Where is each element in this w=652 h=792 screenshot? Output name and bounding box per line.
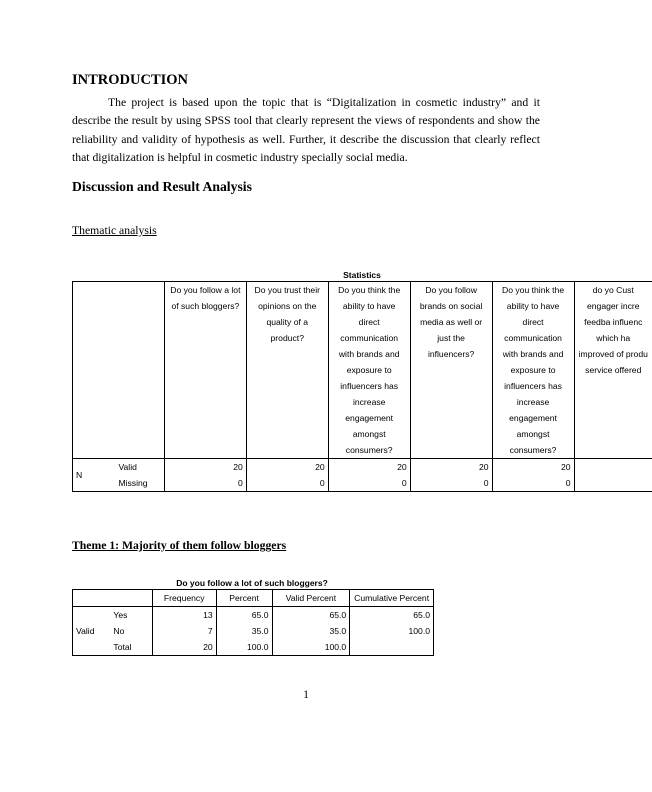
statistics-header-row	[73, 282, 652, 459]
table-cell: 0	[328, 475, 410, 492]
intro-heading: INTRODUCTION	[72, 72, 189, 88]
column-header: Frequency	[152, 590, 216, 607]
table-cell: 35.0	[272, 623, 350, 639]
table-row	[73, 459, 652, 476]
table-cell: 100.0	[272, 639, 350, 656]
table-cell: 20	[328, 459, 410, 476]
table-row	[73, 623, 434, 639]
page-number: 1	[303, 688, 309, 701]
table-cell: 20	[164, 459, 246, 476]
row-label: Missing	[108, 475, 164, 492]
column-header: Valid Percent	[272, 590, 350, 607]
corner-cell	[73, 590, 111, 607]
table-cell: 0	[492, 475, 574, 492]
row-label: Total	[110, 639, 152, 656]
table-cell: 65.0	[350, 607, 434, 624]
column-header: Do you trust their opinions on the quality of a product?	[246, 282, 328, 459]
table-cell	[574, 459, 652, 476]
intro-paragraph: The project is based upon the topic that is “Digitalization in cosmetic industry” and it describe the result by using SPSS tool that clearly represent the views of respondents and show the reliability and validity of hypothesis as well. Further, it describe the discussion that clearly reflect that digitalization is helpful in cosmetic industry specially social media.	[72, 96, 540, 164]
row-group-label: N	[73, 459, 109, 492]
table-cell	[574, 475, 652, 492]
frequency-table-title: Do you follow a lot of such bloggers?	[176, 578, 328, 588]
table-row	[73, 639, 434, 656]
table-cell	[350, 639, 434, 656]
table-cell: 7	[152, 623, 216, 639]
row-label: No	[110, 623, 152, 639]
table-cell: 35.0	[216, 623, 272, 639]
column-header: Percent	[216, 590, 272, 607]
frequency-table	[72, 589, 434, 656]
table-cell: 13	[152, 607, 216, 624]
table-cell: 20	[152, 639, 216, 656]
column-header: Cumulative Percent	[350, 590, 434, 607]
table-cell: 20	[246, 459, 328, 476]
row-label: Yes	[110, 607, 152, 624]
row-label: Valid	[108, 459, 164, 476]
statistics-table	[72, 281, 652, 492]
discussion-heading: Discussion and Result Analysis	[72, 179, 252, 194]
thematic-analysis-subheading: Thematic analysis	[72, 224, 157, 237]
table-cell: 65.0	[272, 607, 350, 624]
table-cell: 100.0	[350, 623, 434, 639]
table-row	[73, 607, 434, 624]
table-cell: 100.0	[216, 639, 272, 656]
column-header: Do you think the ability to have direct communication with brands and exposure to influencers has increase engagement amongst consumers?	[328, 282, 410, 459]
table-cell: 0	[410, 475, 492, 492]
table-row	[73, 475, 652, 492]
table-cell: 65.0	[216, 607, 272, 624]
column-header: Do you follow brands on social media as well or just the influencers?	[410, 282, 492, 459]
frequency-header-row	[73, 590, 434, 607]
corner-cell	[110, 590, 152, 607]
column-header: do yo Cust engager incre feedba influenc which ha improved of produ service offered	[574, 282, 652, 459]
table-cell: 0	[164, 475, 246, 492]
corner-cell	[108, 282, 164, 459]
column-header: Do you follow a lot of such bloggers?	[164, 282, 246, 459]
theme1-heading: Theme 1: Majority of them follow bloggers	[72, 539, 287, 552]
table-cell: 20	[410, 459, 492, 476]
table-cell: 0	[246, 475, 328, 492]
corner-cell	[73, 282, 109, 459]
row-group-label: Valid	[73, 607, 111, 656]
statistics-table-title: Statistics	[343, 270, 381, 280]
table-cell: 20	[492, 459, 574, 476]
column-header: Do you think the ability to have direct communication with brands and exposure to influencers has increase engagement amongst consumers?	[492, 282, 574, 459]
